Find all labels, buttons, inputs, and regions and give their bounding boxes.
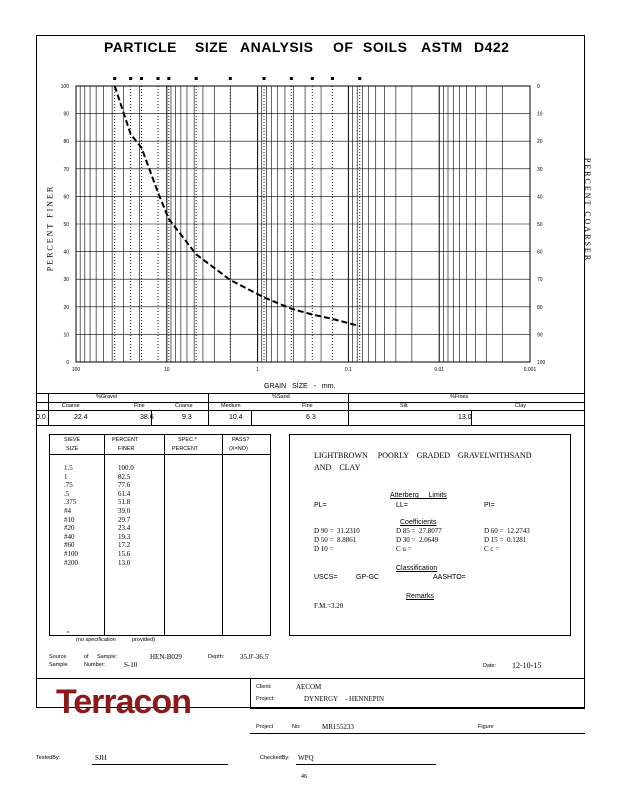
- source-of-label: of: [84, 654, 89, 660]
- title-word: SOILS: [363, 39, 408, 55]
- x-tick-label: 100: [71, 367, 81, 373]
- description-line: AND CLAY: [314, 463, 361, 472]
- footnote-text: provided): [132, 637, 155, 643]
- y-tick-label-left: 40: [63, 249, 69, 256]
- y-tick-label-left: 90: [63, 111, 69, 118]
- group-gravel: %Gravel: [96, 394, 118, 400]
- project-label: Project:: [256, 696, 275, 702]
- depth-value: 35.0'-36.5': [240, 653, 270, 661]
- tested-by-value: SJH: [95, 754, 107, 762]
- coeff-heading: Coefficients: [400, 519, 437, 526]
- percent-finer: 100.0: [118, 464, 134, 472]
- y-tick-label-left: 100: [60, 84, 69, 90]
- col-header: Fine: [134, 403, 145, 409]
- title-word: D422: [474, 39, 510, 55]
- group-fines: %Fines: [450, 394, 469, 400]
- depth-label: Depth:: [208, 654, 225, 660]
- sieve-marker: [229, 77, 232, 80]
- col-header: Clay: [515, 403, 527, 409]
- title-block-divider: [250, 678, 251, 708]
- sieve-header: PERCENT: [172, 446, 199, 452]
- sieve-marker: [157, 77, 160, 80]
- fineness-modulus: F.M.=3.20: [314, 602, 344, 610]
- coeff-value: D 60 = 12.2743: [484, 527, 530, 535]
- sieve-table: [49, 434, 271, 636]
- class-heading: Classification: [396, 565, 438, 572]
- figure-label: Figure: [478, 724, 494, 730]
- fraction-value: 10.4: [229, 414, 243, 421]
- sieve-header: FINER: [118, 446, 135, 452]
- footnote-text: (no specification: [76, 637, 116, 643]
- y-axis-label-right: PERCENT COARSER: [583, 157, 593, 263]
- checked-by-value: WPQ: [298, 754, 314, 762]
- coeff-value: D 85 = 27.8077: [396, 527, 442, 535]
- y-tick-label-left: 80: [63, 139, 69, 146]
- title-word: ASTM: [421, 39, 463, 55]
- sieve-header: SIEVE: [64, 437, 81, 443]
- sieve-size: 1.5: [64, 464, 73, 472]
- number-label: Number:: [84, 662, 106, 668]
- y-tick-label-right: 60: [537, 249, 543, 256]
- x-tick-label: 10: [164, 367, 170, 373]
- atterberg-heading: Atterberg Limits: [390, 492, 447, 499]
- sieve-header: PASS?: [232, 437, 250, 443]
- logo-wordmark: Terracon: [56, 683, 191, 721]
- y-tick-label-left: 10: [63, 332, 69, 339]
- footnote-star: *: [67, 631, 70, 637]
- project-no-label: Project: [256, 724, 274, 730]
- sieve-size: #20: [64, 524, 75, 533]
- sieve-marker: [113, 77, 116, 80]
- sieve-size: 1: [64, 472, 68, 481]
- title-block-divider: [36, 678, 585, 679]
- coeff-value: C c =: [484, 545, 500, 553]
- title-word: SIZE: [195, 39, 229, 55]
- x-tick-label: 0.001: [523, 367, 537, 373]
- gradation-curve: [115, 86, 360, 326]
- sieve-marker: [311, 77, 314, 80]
- pl-label: PL=: [314, 502, 327, 509]
- y-tick-label-right: 70: [537, 277, 543, 284]
- sieve-size: .5: [64, 489, 70, 498]
- sieve-size: #40: [64, 532, 75, 541]
- coeff-value: D 15 = 0.1281: [484, 536, 527, 544]
- y-tick-label-right: 40: [537, 194, 543, 201]
- x-tick-label: 1: [256, 367, 259, 373]
- percent-finer: 77.6: [118, 481, 131, 490]
- fraction-table: [36, 393, 585, 426]
- sample-label: Sample: [49, 662, 68, 668]
- group-sand: %Sand: [272, 394, 290, 400]
- percent-finer: 15.6: [118, 550, 131, 558]
- col-header: Silt: [400, 403, 408, 409]
- percent-finer: 39.0: [118, 507, 131, 515]
- col-header: Coarse: [175, 403, 193, 409]
- y-tick-label-left: 50: [63, 222, 69, 228]
- fraction-value: 0.0: [36, 414, 46, 421]
- sieve-size: #60: [64, 541, 75, 550]
- title-word: PARTICLE: [104, 39, 177, 55]
- coeff-value: D 90 = 31.2310: [314, 527, 360, 535]
- sieve-size: #100: [64, 550, 78, 558]
- percent-finer: 17.2: [118, 541, 131, 550]
- date-label: Date:: [483, 663, 497, 669]
- project-no-value: MR155233: [322, 723, 354, 731]
- remarks-heading: Remarks: [406, 593, 435, 600]
- percent-finer: 19.3: [118, 532, 131, 541]
- fraction-value: 38.6: [140, 414, 154, 421]
- sieve-marker: [263, 77, 266, 80]
- fraction-value: 22.4: [74, 414, 88, 421]
- pi-label: PI=: [484, 502, 495, 509]
- coeff-value: C u =: [396, 545, 412, 553]
- sieve-marker: [167, 77, 170, 80]
- y-tick-label-left: 60: [63, 194, 69, 201]
- source-value: HEN-B029: [150, 653, 182, 661]
- sieve-header: SIZE: [66, 446, 79, 452]
- y-tick-label-right: 90: [537, 332, 543, 339]
- sieve-marker: [129, 77, 132, 80]
- checked-by-line: [296, 764, 436, 765]
- col-header: Medium: [221, 403, 241, 409]
- col-header: Coarse: [62, 403, 80, 409]
- sample-number-value: S-10: [124, 661, 138, 669]
- fraction-value: 6.3: [306, 414, 316, 421]
- percent-finer: 51.8: [118, 498, 131, 507]
- source-sample-label: Sample:: [97, 654, 118, 660]
- col-header: Fine: [302, 403, 313, 409]
- x-tick-label: 0.01: [434, 367, 445, 373]
- coeff-value: D 50 = 8.8861: [314, 536, 357, 544]
- y-tick-label-right: 80: [537, 304, 543, 311]
- uscs-value: GP-GC: [356, 574, 379, 581]
- title-block-bottom: [250, 733, 585, 734]
- tested-by-line: [92, 764, 228, 765]
- percent-finer: 23.4: [118, 524, 131, 533]
- date-value: 12-10-15: [512, 661, 542, 670]
- x-tick-label: 0.1: [344, 367, 352, 373]
- percent-finer: 82.5: [118, 472, 131, 481]
- sieve-marker: [290, 77, 293, 80]
- uscs-label: USCS=: [314, 574, 338, 581]
- sieve-marker: [195, 77, 198, 80]
- y-tick-label-right: 20: [537, 139, 543, 146]
- sieve-size: .75: [64, 481, 73, 490]
- y-tick-label-right: 100: [537, 360, 546, 366]
- y-tick-label-left: 70: [63, 166, 69, 173]
- y-axis-label-left: PERCENT FINER: [45, 184, 55, 272]
- sieve-header: SPEC.*: [178, 437, 197, 443]
- aashto-label: AASHTO=: [433, 574, 466, 581]
- percent-finer: 29.7: [118, 515, 131, 524]
- fraction-value: 13.0: [458, 414, 472, 421]
- y-tick-label-right: 30: [537, 166, 543, 173]
- tested-by-label: TestedBy:: [36, 755, 61, 761]
- source-label: Source: [49, 654, 67, 660]
- client-value: AECOM: [296, 683, 322, 691]
- project-value: DYNERGY - HENNEPIN: [304, 695, 385, 703]
- sieve-marker: [140, 77, 143, 80]
- no-label: No:: [292, 724, 301, 730]
- sieve-header: (X=NO): [229, 446, 248, 452]
- sieve-marker: [331, 77, 334, 80]
- y-tick-label-left: 0: [66, 360, 69, 366]
- sieve-size: #200: [64, 558, 78, 567]
- company-logo: [50, 682, 245, 724]
- title-word: OF: [333, 39, 354, 55]
- y-tick-label-right: 50: [537, 222, 543, 228]
- sieve-size: .375: [64, 498, 77, 507]
- y-tick-label-right: 10: [537, 111, 543, 118]
- fraction-value: 9.3: [182, 414, 192, 421]
- percent-finer: 13.0: [118, 558, 131, 567]
- ll-label: LL=: [396, 502, 408, 509]
- client-label: Client:: [256, 684, 272, 690]
- title-block-divider: [250, 708, 585, 709]
- percent-finer: 61.4: [118, 489, 131, 498]
- sieve-header: PERCENT: [112, 437, 139, 443]
- y-tick-label-left: 20: [63, 304, 69, 311]
- title-word: ANALYSIS: [240, 39, 314, 55]
- y-tick-label-left: 30: [63, 277, 69, 284]
- y-tick-label-right: 0: [537, 84, 540, 90]
- sieve-marker: [358, 77, 361, 80]
- coeff-value: D 30 = 2.0649: [396, 536, 439, 544]
- sieve-size: #10: [64, 515, 75, 524]
- sieve-size: #4: [64, 507, 71, 515]
- coeff-value: D 10 =: [314, 545, 334, 553]
- checked-by-label: CheckedBy:: [260, 755, 290, 761]
- page-number: 46: [301, 774, 308, 780]
- x-axis-label: GRAIN SIZE - mm.: [264, 383, 336, 390]
- description-line: LIGHTBROWN POORLY GRADED GRAVELWITHSAND: [314, 451, 532, 460]
